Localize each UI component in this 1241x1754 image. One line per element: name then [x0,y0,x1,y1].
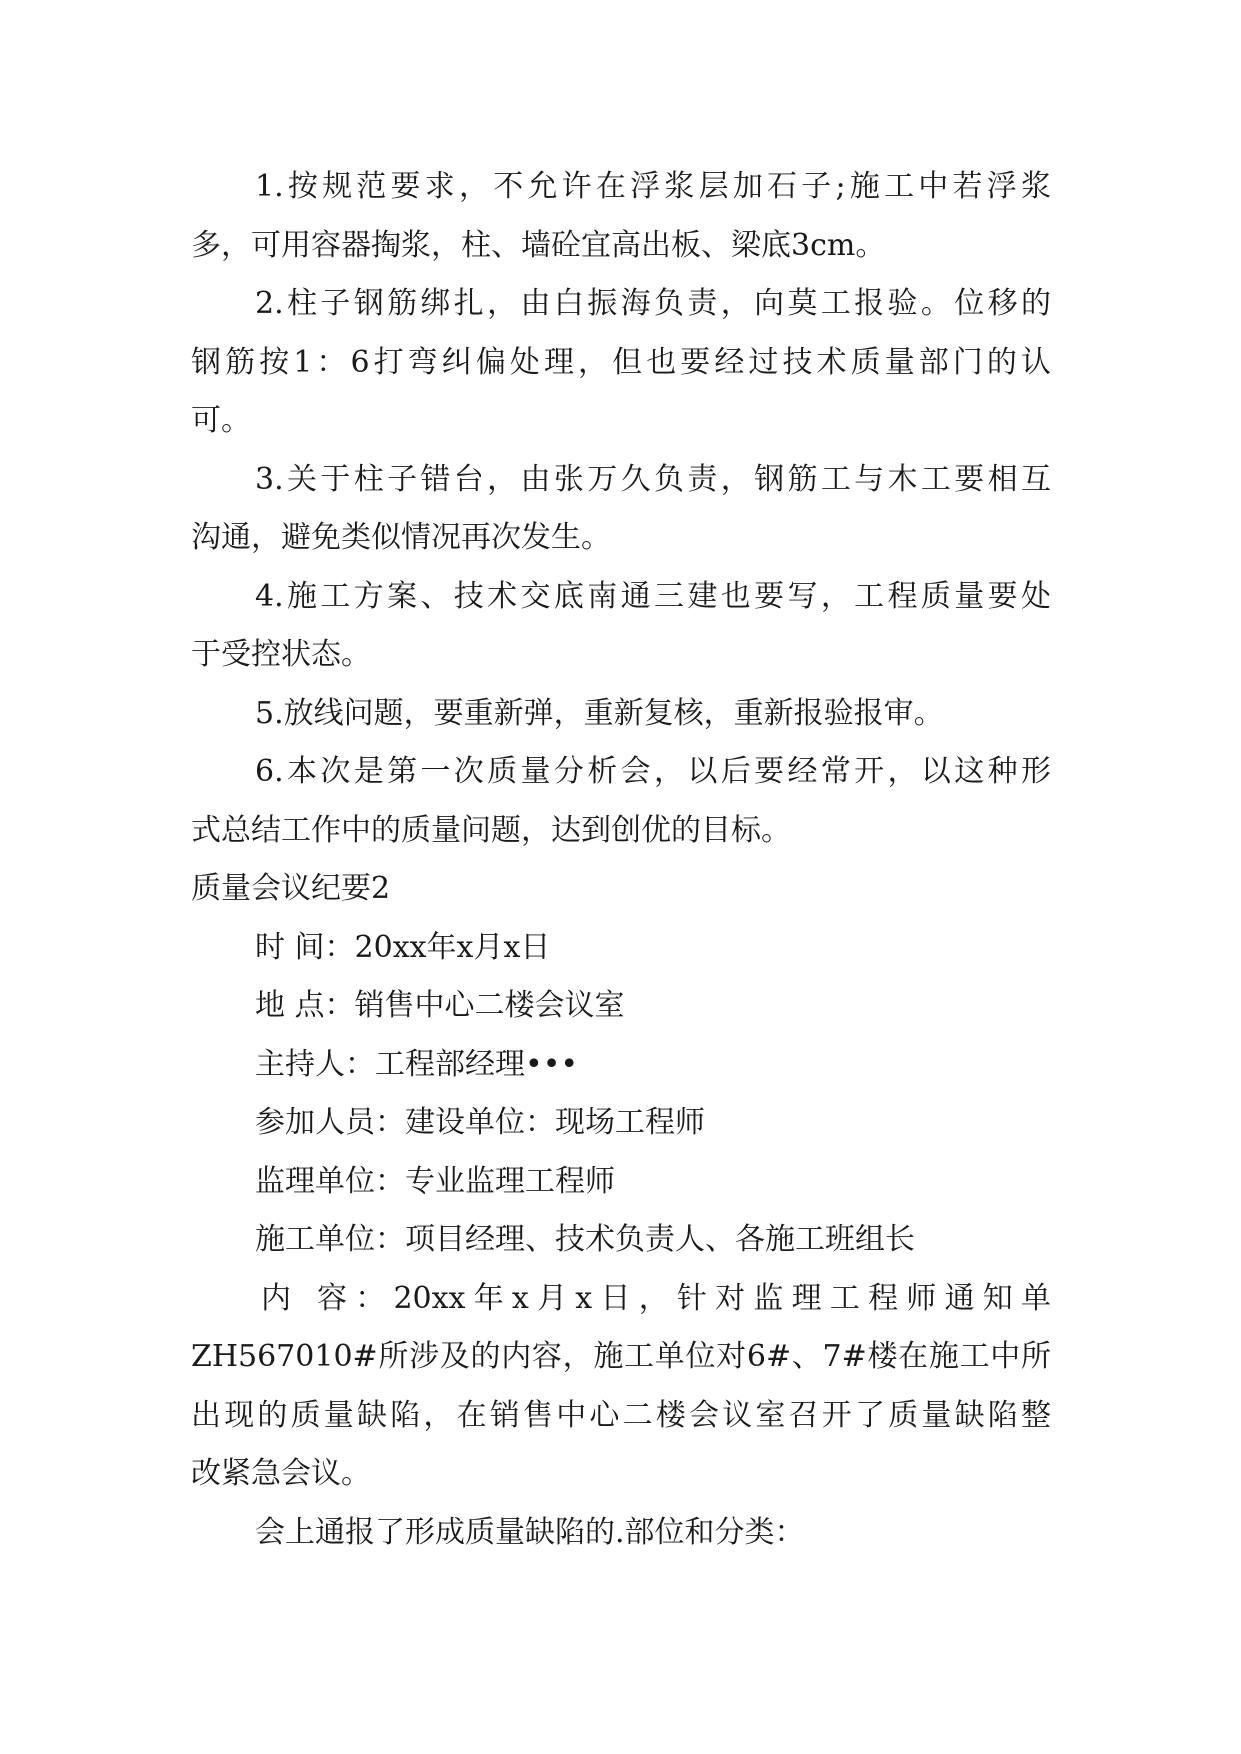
paragraph-3-line-1: 3.关于柱子错台，由张万久负责，钢筋工与木工要相互 [255,461,1051,497]
meeting-time: 时 间：20xx年x月x日 [255,929,551,965]
meeting-location: 地 点：销售中心二楼会议室 [255,988,625,1023]
paragraph-2-line-2: 钢筋按1：6打弯纠偏处理，但也要经过技术质量部门的认 [191,344,1051,380]
paragraph-4-line-1: 4.施工方案、技术交底南通三建也要写，工程质量要处 [255,578,1051,614]
content-line-1: 内 容：20xx年x月x日，针对监理工程师通知单 [261,1280,1051,1316]
content-line-2: ZH567010#所涉及的内容，施工单位对6#、7#楼在施工中所 [191,1339,1051,1374]
report-line: 会上通报了形成质量缺陷的.部位和分类： [255,1514,805,1550]
paragraph-1-line-1: 1.按规范要求，不允许在浮浆层加石子;施工中若浮浆 [255,169,1051,204]
meeting-attendees: 参加人员：建设单位：现场工程师 [255,1105,705,1140]
paragraph-1-line-2: 多，可用容器掏浆，柱、墙砼宜高出板、梁底3cm。 [191,227,886,263]
content-line-4: 改紧急会议。 [191,1456,371,1491]
paragraph-6-line-1: 6.本次是第一次质量分析会，以后要经常开，以这种形 [255,754,1051,789]
document-body [191,158,1051,1562]
content-line-3: 出现的质量缺陷，在销售中心二楼会议室召开了质量缺陷整 [191,1397,1051,1433]
paragraph-4-line-2: 于受控状态。 [191,637,371,672]
paragraph-6-line-2: 式总结工作中的质量问题，达到创优的目标。 [191,812,791,848]
paragraph-2-line-3: 可。 [191,403,251,438]
paragraph-3-line-2: 沟通，避免类似情况再次发生。 [191,520,611,555]
supervision-unit: 监理单位：专业监理工程师 [255,1163,615,1199]
paragraph-2-line-1: 2.柱子钢筋绑扎，由白振海负责，向莫工报验。位移的 [255,286,1051,321]
meeting-host: 主持人：工程部经理••• [255,1046,579,1082]
paragraph-5-line-1: 5.放线问题，要重新弹，重新复核，重新报验报审。 [255,695,944,731]
construction-unit: 施工单位：项目经理、技术负责人、各施工班组长 [255,1222,915,1257]
section-heading: 质量会议纪要2 [191,871,391,906]
